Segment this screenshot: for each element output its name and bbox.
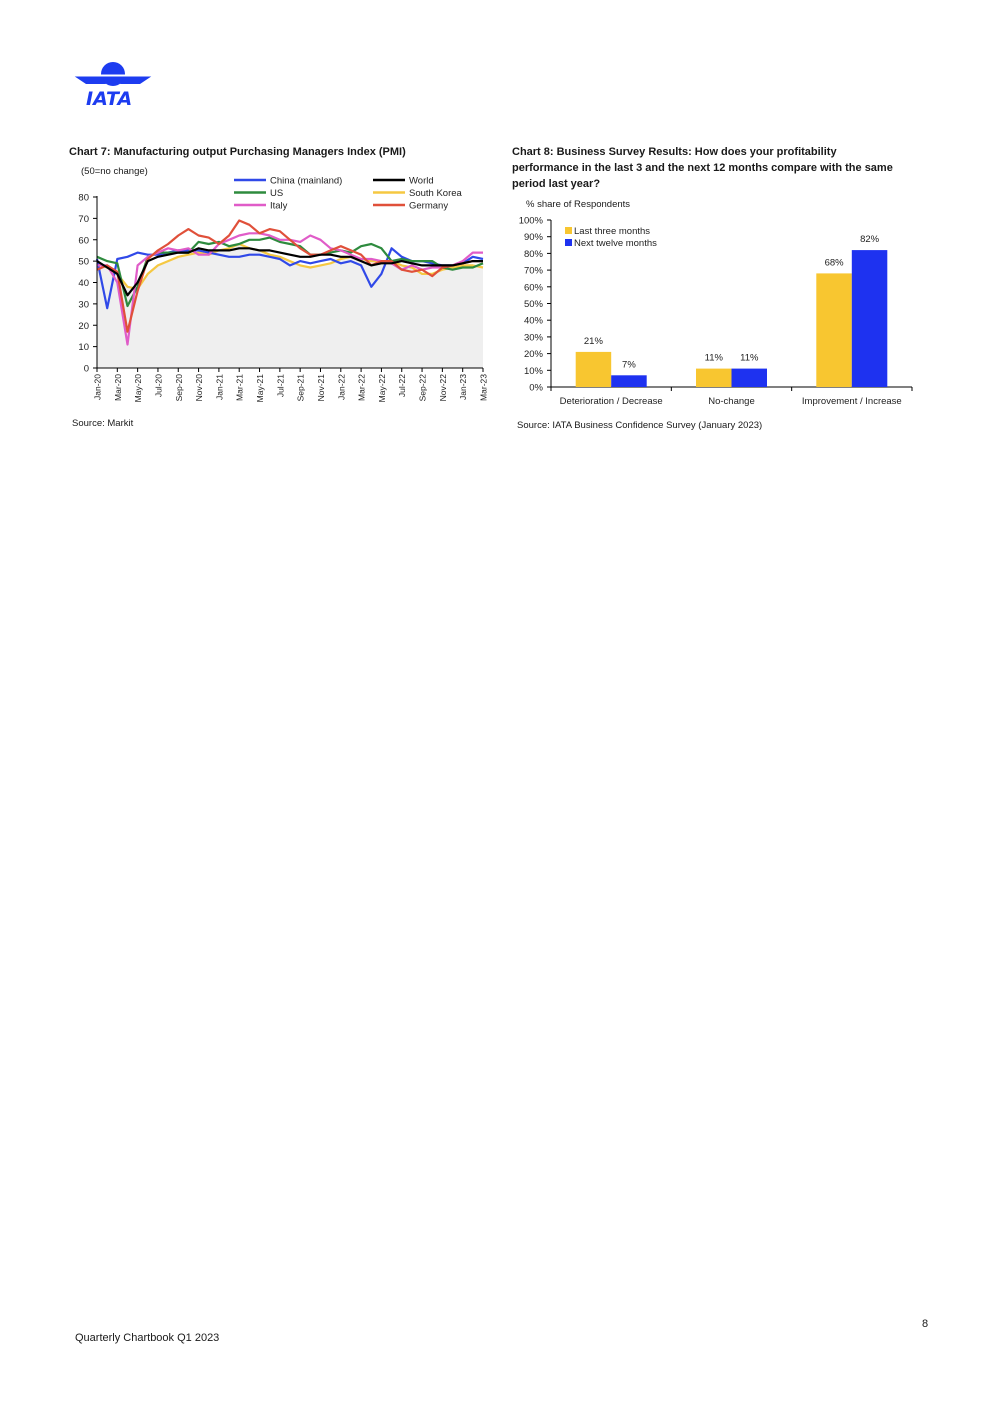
chart7-source: Source: Markit <box>72 418 134 429</box>
business-survey-bar-chart <box>505 210 925 415</box>
chart8-title-line3: period last year? <box>512 178 601 190</box>
y-tick-label: 70% <box>523 265 543 277</box>
x-tick-label: May-22 <box>376 374 387 403</box>
y-tick-label: 20 <box>78 320 89 332</box>
legend-swatch <box>565 239 572 246</box>
x-tick-label: Mar-23 <box>478 374 489 401</box>
y-tick-label: 10 <box>78 342 89 354</box>
chart8-legend <box>565 226 657 249</box>
x-tick-label: Mar-20 <box>112 374 123 401</box>
legend-label: China (mainland) <box>270 175 343 187</box>
y-tick-label: 30 <box>78 299 89 311</box>
pmi-line-chart <box>60 170 500 415</box>
chart8-title <box>512 144 893 192</box>
globe-wings-icon <box>72 58 154 92</box>
x-tick-label: Jan-20 <box>92 374 103 400</box>
y-tick-label: 80% <box>523 248 543 260</box>
x-tick-label: Sep-22 <box>417 374 428 402</box>
bar-next-twelve-months <box>732 369 768 387</box>
y-tick-label: 40 <box>78 278 89 289</box>
y-tick-label: 0% <box>529 382 543 394</box>
x-tick-label: Jul-22 <box>397 374 408 398</box>
y-tick-label: 70 <box>78 213 89 225</box>
x-tick-label: Jul-20 <box>153 374 164 398</box>
legend-item-us <box>234 188 283 199</box>
y-tick-label: 50% <box>523 299 543 310</box>
legend-item-world <box>373 176 434 187</box>
bar-next-twelve-months <box>852 250 888 387</box>
bar-data-label: 82% <box>860 234 880 246</box>
legend-item-last-three-months <box>565 226 650 237</box>
chart8-title-line1: Chart 8: Business Survey Results: How does your profitability <box>512 146 837 158</box>
x-tick-label: Sep-20 <box>173 374 184 402</box>
legend-item-china-mainland- <box>234 176 342 187</box>
x-tick-label: Mar-21 <box>234 374 245 401</box>
chart8-source: Source: IATA Business Confidence Survey (January 2023) <box>517 420 763 431</box>
page-number: 8 <box>922 1318 929 1330</box>
y-tick-label: 80 <box>78 192 89 204</box>
legend-swatch <box>565 227 572 234</box>
x-category-label: Improvement / Increase <box>801 396 902 407</box>
bar-data-label: 11% <box>740 352 759 364</box>
x-tick-label: Jan-23 <box>458 374 469 400</box>
y-tick-label: 20% <box>523 349 543 361</box>
x-tick-label: Jan-22 <box>336 374 347 400</box>
bar-next-twelve-months <box>611 375 647 387</box>
legend-label: World <box>409 175 434 187</box>
bar-last-three-months <box>696 369 732 387</box>
legend-label: US <box>270 188 284 199</box>
legend-item-next-twelve-months <box>565 238 657 249</box>
x-tick-label: Nov-21 <box>315 374 326 402</box>
bar-data-label: 21% <box>583 335 603 347</box>
y-tick-label: 60 <box>78 235 89 247</box>
y-tick-label: 0 <box>83 363 89 375</box>
legend-label: South Korea <box>409 188 462 199</box>
logo-text: IATA <box>86 88 133 110</box>
legend-item-italy <box>234 201 288 212</box>
y-tick-label: 100% <box>518 215 543 227</box>
x-tick-label: Mar-22 <box>356 374 367 401</box>
y-tick-label: 90% <box>523 232 543 244</box>
legend-label: Last three months <box>574 226 651 237</box>
bar-last-three-months <box>816 273 852 387</box>
chart7-title: Chart 7: Manufacturing output Purchasing Managers Index (PMI) <box>69 146 406 158</box>
chart7-subtitle: (50=no change) <box>81 166 148 177</box>
y-tick-label: 30% <box>523 332 543 344</box>
x-tick-label: Sep-21 <box>295 374 306 402</box>
y-tick-label: 10% <box>523 365 543 377</box>
chart8-bars <box>576 234 888 387</box>
legend-label: Germany <box>409 200 449 212</box>
legend-item-germany <box>373 201 448 212</box>
footer-text: Quarterly Chartbook Q1 2023 <box>75 1332 220 1344</box>
x-tick-label: Jul-21 <box>275 374 286 398</box>
x-category-label: Deterioration / Decrease <box>559 396 663 407</box>
bar-data-label: 68% <box>824 257 844 269</box>
iata-logo <box>72 58 154 114</box>
x-tick-label: May-21 <box>255 374 266 403</box>
legend-label: Next twelve months <box>574 238 657 249</box>
chart8-ylabel: % share of Respondents <box>526 199 631 210</box>
y-tick-label: 60% <box>523 282 543 294</box>
bar-last-three-months <box>576 352 612 387</box>
legend-label: Italy <box>270 200 288 212</box>
y-tick-label: 50 <box>78 256 89 268</box>
y-tick-label: 40% <box>523 315 543 327</box>
bar-data-label: 7% <box>622 359 636 371</box>
chart8-title-line2: performance in the last 3 and the next 12 months compare with the same <box>512 162 893 174</box>
bar-data-label: 11% <box>704 352 723 364</box>
x-category-label: No-change <box>708 396 755 407</box>
x-tick-label: Nov-20 <box>194 374 205 402</box>
legend-item-south-korea <box>373 188 463 199</box>
chart7-legend <box>234 176 463 212</box>
x-tick-label: Jan-21 <box>214 374 225 400</box>
x-tick-label: Nov-22 <box>437 374 448 402</box>
x-tick-label: May-20 <box>133 374 144 403</box>
